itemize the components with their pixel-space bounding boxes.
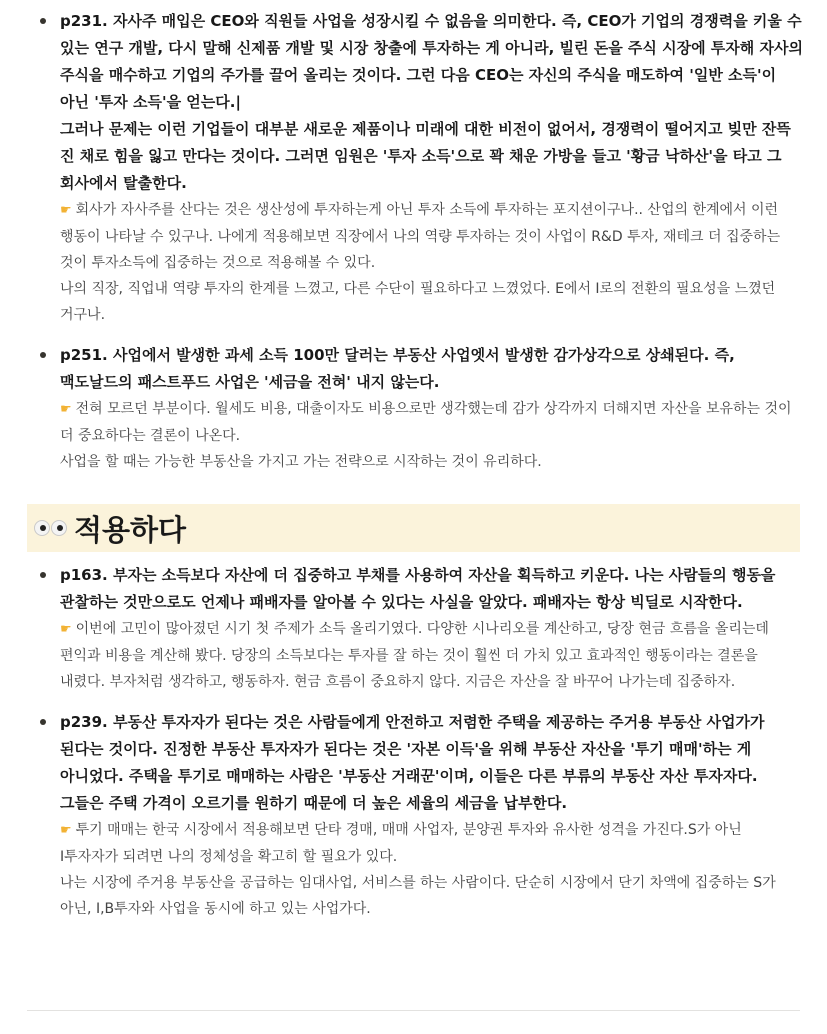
- list-item: [36, 709, 804, 922]
- reflection-note: [60, 817, 804, 870]
- highlights-list: [36, 8, 804, 489]
- pointing-hand-icon: ☛: [60, 402, 72, 417]
- application-list: [36, 562, 804, 936]
- bullet-icon: [40, 18, 46, 24]
- reflection-note: [60, 396, 804, 449]
- eyes-icon: [34, 520, 68, 536]
- section-heading[interactable]: [27, 504, 800, 552]
- pointing-hand-icon: ☛: [60, 622, 72, 637]
- bullet-icon: [40, 719, 46, 725]
- bullet-icon: [40, 572, 46, 578]
- reflection-text: 투기 매매는 한국 시장에서 적용해보면 단타 경매, 매매 사업자, 분양권 투자와 유사한 성격을 가진다.S가 아닌 I투자자가 되려면 나의 정체성을 확고히 할 필요가 있다.: [60, 822, 742, 865]
- reflection-note-continued: 사업을 할 때는 가능한 부동산을 가지고 가는 전략으로 시작하는 것이 유리하다.: [60, 454, 542, 470]
- book-quote: p163. 부자는 소득보다 자산에 더 집중하고 부채를 사용하여 자산을 획득하고 키운다. 나는 사람들의 행동을 관찰하는 것만으로도 언제나 패배자를 알아볼 수 있다는 사실을 알았다. 패배자는 항상 빅딜로 시작한다.: [60, 566, 776, 611]
- bullet-icon: [40, 352, 46, 358]
- list-item: [36, 8, 804, 328]
- eye-right: [51, 520, 67, 536]
- reflection-note-continued: 나는 시장에 주거용 부동산을 공급하는 임대사업, 서비스를 하는 사람이다. 단순히 시장에서 단기 차액에 집중하는 S가 아닌, I,B투자와 사업을 동시에 하고 있는 사업가다.: [60, 875, 776, 917]
- divider: [27, 1010, 800, 1011]
- book-quote: p231. 자사주 매입은 CEO와 직원들 사업을 성장시킬 수 없음을 의미한다. 즉, CEO가 기업의 경쟁력을 키울 수 있는 연구 개발, 다시 말해 신제품 개발 및 시장 창출에 투자하는 게 아니라, 빌린 돈을 주식 시장에 투자해 자사의 주식을 매수하고 기업의 주가를 끌어 올리는 것이다. 그런 다음 CEO는 자신의 주식을 매도하여 '일반 소득'이 아닌 '투자 소득'을 얻는다.|: [60, 12, 803, 111]
- reflection-note-continued: 나의 직장, 직업내 역량 투자의 한계를 느꼈고, 다른 수단이 필요하다고 느꼈었다. E에서 I로의 전환의 필요성을 느꼈던 거구나.: [60, 281, 776, 323]
- pointing-hand-icon: ☛: [60, 823, 72, 838]
- eye-left: [34, 520, 50, 536]
- book-quote-continued: 그러나 문제는 이런 기업들이 대부분 새로운 제품이나 미래에 대한 비전이 없어서, 경쟁력이 떨어지고 빚만 잔뜩 진 채로 힘을 잃고 만다는 것이다. 그러면 임원은 '투자 소득'으로 꽉 채운 가방을 들고 '황금 낙하산'을 타고 그 회사에서 탈출한다.: [60, 120, 791, 192]
- list-item: [36, 562, 804, 695]
- reflection-text: 회사가 자사주를 산다는 것은 생산성에 투자하는게 아닌 투자 소득에 투자하는 포지션이구나.. 산업의 한계에서 이런 행동이 나타날 수 있구나. 나에게 적용해보면 직장에서 나의 역량 투자하는 것이 사업이 R&D 투자, 재테크 더 집중하는 것이 투자소득에 집중하는 것으로 적용해볼 수 있다.: [60, 202, 781, 271]
- reflection-text: 이번에 고민이 많아졌던 시기 첫 주제가 소득 올리기였다. 다양한 시나리오를 계산하고, 당장 현금 흐름을 올리는데 편익과 비용을 계산해 봤다. 당장의 소득보다는 투자를 잘 하는 것이 훨씬 더 가치 있고 효과적인 행동이라는 결론을 내렸다. 부자처럼 생각하고, 행동하자. 현금 흐름이 중요하지 않다. 지금은 자산을 잘 바꾸어 나가는데 집중하자.: [60, 621, 769, 690]
- book-quote: p251. 사업에서 발생한 과세 소득 100만 달러는 부동산 사업엣서 발생한 감가상각으로 상쇄된다. 즉, 맥도날드의 패스트푸드 사업은 '세금을 전혀' 내지 않는다.: [60, 346, 735, 391]
- reflection-note: [60, 197, 804, 276]
- heading-title: 적용하다: [74, 512, 187, 547]
- book-quote: p239. 부동산 투자자가 된다는 것은 사람들에게 안전하고 저렴한 주택을 제공하는 주거용 부동산 사업가가 된다는 것이다. 진정한 부동산 투자자가 된다는 것은 '자본 이득'을 위해 부동산 자산을 '투기 매매'하는 게 아니었다. 주택을 투기로 매매하는 사람은 '부동산 거래꾼'이며, 이들은 다른 부류의 부동산 자산 투자자다. 그들은 주택 가격이 오르기를 원하기 때문에 더 높은 세율의 세금을 납부한다.: [60, 713, 765, 812]
- reflection-note: [60, 616, 804, 695]
- list-item: [36, 342, 804, 475]
- reflection-text: 전혀 모르던 부분이다. 월세도 비용, 대출이자도 비용으로만 생각했는데 감가 상각까지 더해지면 자산을 보유하는 것이 더 중요하다는 결론이 나온다.: [60, 401, 792, 444]
- pointing-hand-icon: ☛: [60, 203, 72, 218]
